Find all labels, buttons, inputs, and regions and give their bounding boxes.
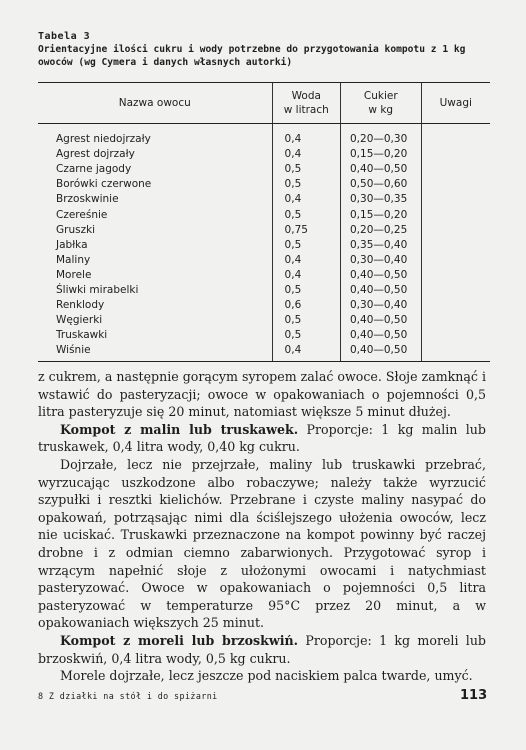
header-sugar-line2: w kg bbox=[368, 104, 394, 116]
page-number: 113 bbox=[460, 688, 488, 703]
cell-water: 0,5 bbox=[272, 177, 340, 192]
header-water-line2: w litrach bbox=[283, 104, 329, 116]
paragraph-apricot-method: Morele dojrzałe, lecz jeszcze pod naciskiem palca twarde, umyć. bbox=[60, 668, 473, 684]
cell-notes bbox=[421, 223, 490, 238]
cell-water: 0,4 bbox=[272, 147, 340, 162]
cell-fruit-name: Truskawki bbox=[56, 329, 108, 342]
cell-sugar: 0,40—0,50 bbox=[341, 283, 422, 298]
table-row bbox=[38, 162, 490, 177]
cell-sugar: 0,30—0,40 bbox=[341, 298, 422, 313]
table-body bbox=[38, 124, 490, 362]
paragraph-intro: z cukrem, a następnie gorącym syropem zalać owoce. Słoje zamknąć i wstawić do pasteryzacji; owoce w opakowaniach o pojemności 0,5 litra pasteryzuje się 20 minut, natomiast większe 5 minut dłużej. bbox=[38, 369, 486, 420]
cell-notes bbox=[421, 253, 490, 268]
paragraph-raspberry-method: Dojrzałe, lecz nie przejrzałe, maliny lub truskawki przebrać, wyrzucając uszkodzone albo robaczywe; należy także wyrzucić szypułki i resztki kielichów. Przebrane i czyste maliny nasypać do opakowań, potrząsając nimi dla ściślejszego ułożenia owoców, lecz nie uciskać. Truskawki przeznaczone na kompot powinny być raczej drobne i z odmian ciemno zabarwionych. Przygotować syrop i wrzącym napełnić słoje z ułożonymi owocami i natychmiast pasteryzować. Owoce w opakowaniach o pojemności 0,5 litra pasteryzować w temperaturze 95°C przez 20 minut, a w opakowaniach większych 25 minut. bbox=[38, 456, 486, 631]
recipe-title-raspberry: Kompot z malin lub truskawek. bbox=[60, 421, 299, 437]
cell-sugar: 0,35—0,40 bbox=[341, 238, 422, 253]
recipe-proportions-raspberry: Proporcje: 1 kg malin lub truskawek, 0,4 litra wody, 0,40 kg cukru. bbox=[38, 421, 486, 455]
cell-notes bbox=[421, 283, 490, 298]
cell-water: 0,4 bbox=[272, 343, 340, 362]
cell-fruit-name: Jabłka bbox=[56, 238, 88, 251]
cell-fruit-name: Maliny bbox=[56, 253, 91, 266]
table-row bbox=[38, 223, 490, 238]
cell-water: 0,5 bbox=[272, 283, 340, 298]
cell-notes bbox=[421, 238, 490, 253]
table-row bbox=[38, 313, 490, 328]
cell-water: 0,4 bbox=[272, 124, 340, 148]
cell-fruit-name: Morele bbox=[56, 268, 92, 281]
cell-sugar: 0,30—0,40 bbox=[341, 253, 422, 268]
header-sugar-line1: Cukier bbox=[363, 90, 398, 102]
table-row bbox=[38, 238, 490, 253]
cell-fruit-name: Śliwki mirabelki bbox=[56, 283, 139, 296]
cell-sugar: 0,40—0,50 bbox=[341, 328, 422, 343]
cell-water: 0,4 bbox=[272, 253, 340, 268]
header-water-line1: Woda bbox=[291, 90, 321, 102]
cell-notes bbox=[421, 343, 490, 362]
header-notes: Uwagi bbox=[421, 83, 490, 124]
cell-sugar: 0,15—0,20 bbox=[341, 207, 422, 222]
table-row bbox=[38, 124, 490, 148]
cell-water: 0,5 bbox=[272, 328, 340, 343]
cell-water: 0,75 bbox=[272, 223, 340, 238]
cell-fruit-name: Brzoskwinie bbox=[56, 193, 119, 206]
cell-sugar: 0,50—0,60 bbox=[341, 177, 422, 192]
table-row bbox=[38, 177, 490, 192]
cell-sugar: 0,40—0,50 bbox=[341, 313, 422, 328]
cell-fruit-name: Borówki czerwone bbox=[56, 178, 152, 191]
cell-fruit-name: Czarne jagody bbox=[56, 163, 132, 176]
table-title: Orientacyjne ilości cukru i wody potrzebne do przygotowania kompotu z 1 kg owoców (wg Cymera i danych własnych autorki) bbox=[38, 44, 466, 68]
cell-notes bbox=[421, 124, 490, 148]
cell-fruit-name: Agrest niedojrzały bbox=[56, 133, 151, 146]
table-row bbox=[38, 343, 490, 362]
table-row bbox=[38, 253, 490, 268]
cell-sugar: 0,20—0,30 bbox=[341, 124, 422, 148]
cell-notes bbox=[421, 207, 490, 222]
cell-water: 0,5 bbox=[272, 238, 340, 253]
cell-water: 0,5 bbox=[272, 313, 340, 328]
cell-fruit-name: Agrest dojrzały bbox=[56, 148, 135, 161]
cell-water: 0,5 bbox=[272, 207, 340, 222]
header-sugar bbox=[341, 83, 422, 124]
cell-sugar: 0,40—0,50 bbox=[341, 343, 422, 362]
body-text bbox=[38, 368, 486, 685]
cell-notes bbox=[421, 177, 490, 192]
footer-section-title: 8 Z działki na stół i do spiżarni bbox=[38, 691, 218, 701]
cell-fruit-name: Węgierki bbox=[56, 314, 103, 327]
cell-notes bbox=[421, 313, 490, 328]
cell-notes bbox=[421, 162, 490, 177]
cell-water: 0,5 bbox=[272, 162, 340, 177]
paragraph-raspberry-recipe bbox=[38, 421, 486, 456]
table-row bbox=[38, 207, 490, 222]
table-row bbox=[38, 268, 490, 283]
cell-notes bbox=[421, 192, 490, 207]
table-label: Tabela 3 bbox=[38, 31, 91, 42]
table-row bbox=[38, 147, 490, 162]
header-fruit-name: Nazwa owocu bbox=[38, 83, 272, 124]
cell-sugar: 0,30—0,35 bbox=[341, 192, 422, 207]
cell-notes bbox=[421, 268, 490, 283]
recipe-title-apricot: Kompot z moreli lub brzoskwiń. bbox=[60, 632, 299, 648]
fruit-table bbox=[38, 82, 490, 362]
table-row bbox=[38, 192, 490, 207]
table-row bbox=[38, 298, 490, 313]
cell-sugar: 0,40—0,50 bbox=[341, 162, 422, 177]
cell-sugar: 0,40—0,50 bbox=[341, 268, 422, 283]
table-header-row bbox=[38, 83, 490, 124]
cell-water: 0,4 bbox=[272, 268, 340, 283]
cell-notes bbox=[421, 298, 490, 313]
cell-fruit-name: Wiśnie bbox=[38, 343, 272, 362]
recipe-proportions-apricot: Proporcje: 1 kg moreli lub brzoskwiń, 0,4 litra wody, 0,5 kg cukru. bbox=[38, 632, 486, 666]
cell-sugar: 0,15—0,20 bbox=[341, 147, 422, 162]
cell-notes bbox=[421, 147, 490, 162]
table-row bbox=[38, 283, 490, 298]
cell-fruit-name: Gruszki bbox=[56, 223, 96, 236]
cell-water: 0,4 bbox=[272, 192, 340, 207]
table-row bbox=[38, 328, 490, 343]
paragraph-apricot-recipe bbox=[38, 632, 486, 667]
cell-fruit-name: Czereśnie bbox=[56, 208, 108, 221]
cell-notes bbox=[421, 328, 490, 343]
header-water bbox=[272, 83, 340, 124]
cell-sugar: 0,20—0,25 bbox=[341, 223, 422, 238]
cell-water: 0,6 bbox=[272, 298, 340, 313]
cell-fruit-name: Renklody bbox=[56, 299, 105, 312]
